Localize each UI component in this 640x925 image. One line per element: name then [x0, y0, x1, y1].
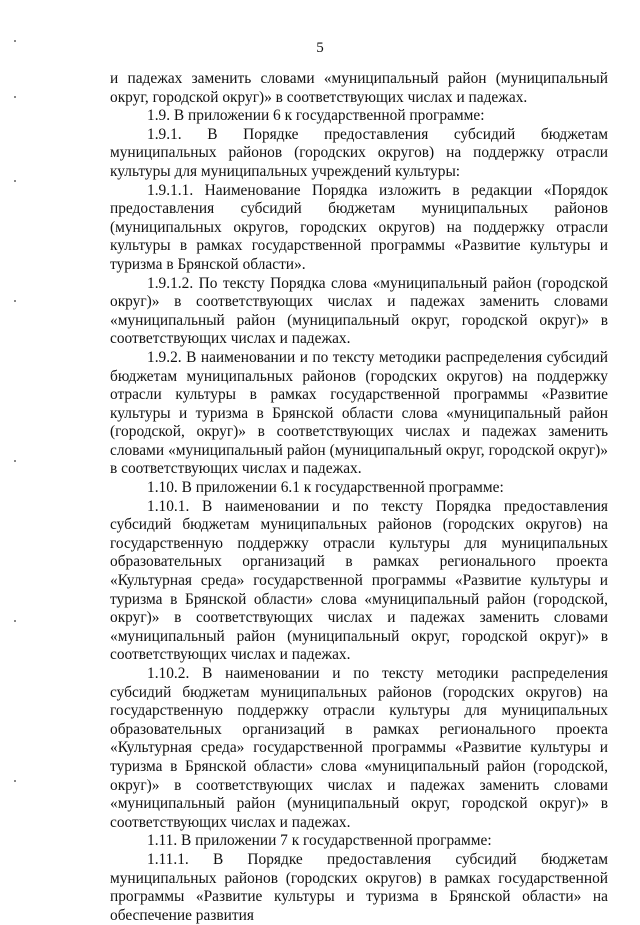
paragraph-1-11: 1.11. В приложении 7 к государственной программе:	[147, 832, 492, 850]
document-body	[110, 70, 608, 925]
scan-mark	[14, 780, 16, 782]
paragraph-1-9-1-1: 1.9.1.1. Наименование Порядка изложить в редакции «Порядок предоставления субсидий бюджетам муниципальных районов (муниципальных округов, городских округов) на поддержку отрасли культуры в рамках государственной программы «Развитие культуры и туризма в Брянской области».	[110, 181, 608, 273]
scan-mark	[14, 620, 16, 622]
paragraph-1-9: 1.9. В приложении 6 к государственной программе:	[147, 107, 485, 125]
scan-mark	[14, 300, 16, 302]
paragraph-1-11-1: 1.11.1. В Порядке предоставления субсидий бюджетам муниципальных районов (городских округов) в рамках государственной программы «Развитие культуры и туризма в Брянской области» на обеспечение развития	[110, 850, 608, 924]
paragraph-continuation: и падежах заменить словами «муниципальный район (муниципальный округ, городской округ)» в соответствующих числах и падежах.	[110, 70, 608, 106]
scan-mark	[14, 460, 16, 462]
paragraph-1-10: 1.10. В приложении 6.1 к государственной программе:	[147, 479, 504, 497]
scan-mark	[14, 96, 16, 98]
paragraph-1-10-2: 1.10.2. В наименовании и по тексту методики распределения субсидий бюджетам муниципальных районов (городских округов) на государственную поддержку отрасли культуры для муниципальных образовательных организаций в рамках регионального проекта «Культурная среда» государственной программы «Развитие культуры и туризма в Брянской области» слова «муниципальный район (городской, округ)» в соответствующих числах и падежах заменить словами «муниципальный район (муниципальный округ, городской округ)» в соответствующих числах и падежах.	[110, 665, 608, 831]
paragraph-1-9-2: 1.9.2. В наименовании и по тексту методики распределения субсидий бюджетам муниципальных районов (городских округов) на поддержку отрасли культуры в рамках государственной программы «Развитие культуры и туризма в Брянской области слова «муниципальный район (городской, округ)» в соответствующих числах и падежах заменить словами «муниципальный район (муниципальный округ, городской округ)» в соответствующих числах и падежах.	[110, 348, 608, 478]
paragraph-1-10-1: 1.10.1. В наименовании и по тексту Порядка предоставления субсидий бюджетам муниципальных районов (городских округов) на государственную поддержку отрасли культуры для муниципальных образовательных организаций в рамках регионального проекта «Культурная среда» государственной программы «Развитие культуры и туризма в Брянской области» слова «муниципальный район (городской, округ)» в соответствующих числах и падежах заменить словами «муниципальный район (муниципальный округ, городской округ)» в соответствующих числах и падежах.	[110, 497, 608, 664]
scan-mark	[14, 180, 16, 182]
paragraph-1-9-1-2: 1.9.1.2. По тексту Порядка слова «муниципальный район (городской округ)» в соответствующих числах и падежах заменить словами «муниципальный район (муниципальный округ, городской округ)» в соответствующих числах и падежах.	[110, 274, 608, 348]
page-number: 5	[316, 40, 324, 56]
paragraph-1-9-1: 1.9.1. В Порядке предоставления субсидий бюджетам муниципальных районов (городских округов) на поддержку отрасли культуры для муниципальных учреждений культуры:	[110, 125, 608, 180]
